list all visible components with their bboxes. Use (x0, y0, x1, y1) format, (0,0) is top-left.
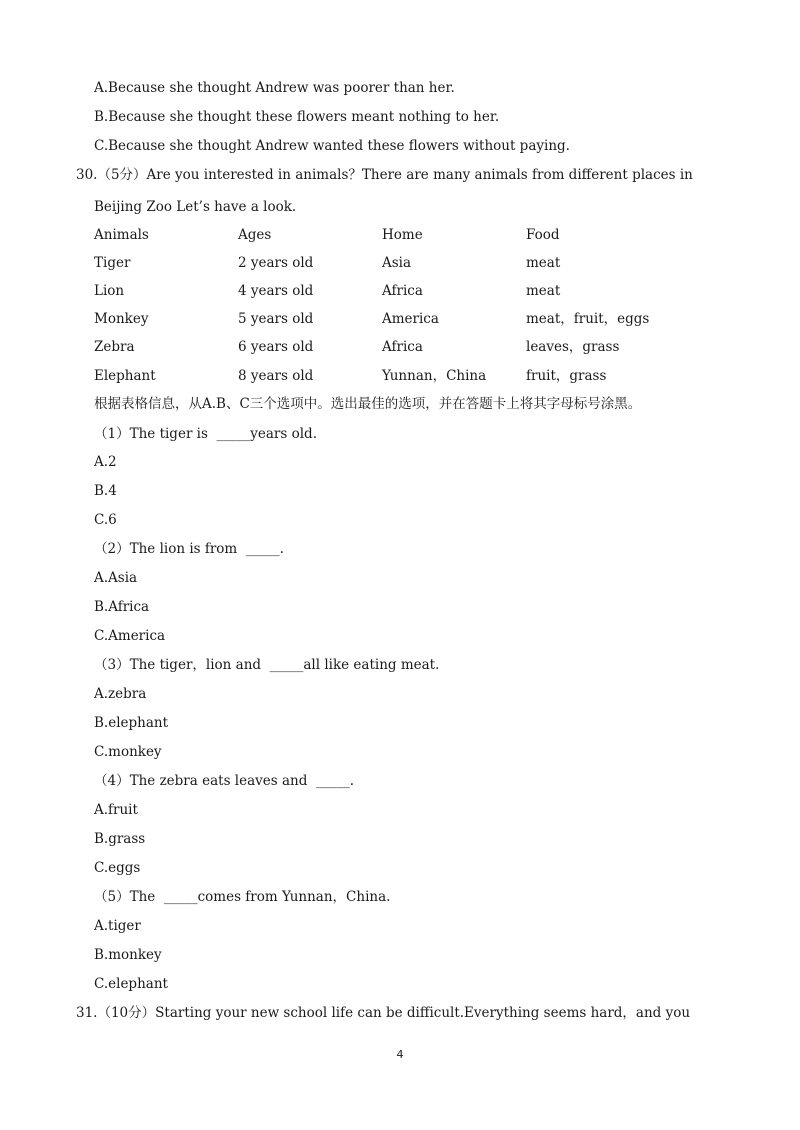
table-cell: 8 years old (238, 368, 314, 384)
option-text: B.monkey (94, 947, 162, 963)
subquestion-stem: （2）The lion is from _____. (94, 541, 284, 557)
option-text: A.Because she thought Andrew was poorer than her. (94, 80, 455, 96)
page-number: 4 (396, 1048, 404, 1061)
question-30-intro-cont: Beijing Zoo Let’s have a look. (94, 199, 297, 215)
table-cell: leaves，grass (526, 339, 620, 355)
option-text: C.Because she thought Andrew wanted these flowers without paying. (94, 138, 570, 154)
option-text: C.monkey (94, 744, 162, 760)
subquestion-stem: （1）The tiger is _____years old. (94, 426, 317, 442)
subquestion-stem: （5）The _____comes from Yunnan，China. (94, 889, 391, 905)
table-cell: Zebra (94, 339, 135, 355)
subquestion-stem: （4）The zebra eats leaves and _____. (94, 773, 354, 789)
table-cell: Tiger (94, 255, 131, 271)
subquestion-stem: （3）The tiger，lion and _____all like eating meat. (94, 657, 440, 673)
option-text: B.Africa (94, 599, 150, 615)
option-text: B.elephant (94, 715, 169, 731)
option-text: B.grass (94, 831, 146, 847)
table-header: Food (526, 227, 560, 243)
table-cell: Monkey (94, 311, 149, 327)
instruction-text: 根据表格信息，从A.B、C三个选项中。选出最佳的选项，并在答题卡上将其字母标号涂黑。 (94, 396, 642, 412)
table-cell: Lion (94, 283, 125, 299)
table-cell: America (382, 311, 439, 327)
option-text: A.fruit (94, 802, 138, 818)
option-text: A.Asia (94, 570, 138, 586)
option-text: A.2 (94, 454, 117, 470)
option-text: A.zebra (94, 686, 147, 702)
option-text: B.Because she thought these flowers meant nothing to her. (94, 109, 500, 125)
table-header: Home (382, 227, 423, 243)
option-text: C.6 (94, 512, 117, 528)
option-text: B.4 (94, 483, 117, 499)
table-header: Ages (238, 227, 272, 243)
table-cell: 5 years old (238, 311, 314, 327)
option-text: A.tiger (94, 918, 141, 934)
table-cell: Asia (382, 255, 412, 271)
table-cell: 4 years old (238, 283, 314, 299)
table-header: Animals (94, 227, 149, 243)
option-text: C.elephant (94, 976, 168, 992)
question-30-intro: 30.（5分）Are you interested in animals？There are many animals from different places in (76, 167, 693, 183)
table-cell: fruit，grass (526, 368, 607, 384)
table-cell: Africa (382, 283, 423, 299)
table-cell: meat (526, 283, 561, 299)
table-cell: 2 years old (238, 255, 314, 271)
table-cell: Africa (382, 339, 423, 355)
table-cell: meat (526, 255, 561, 271)
table-cell: 6 years old (238, 339, 314, 355)
option-text: C.eggs (94, 860, 141, 876)
table-cell: Yunnan，China (382, 368, 487, 384)
question-31-intro: 31.（10分）Starting your new school life can be difficult.Everything seems hard，and you (76, 1005, 691, 1021)
table-cell: Elephant (94, 368, 156, 384)
option-text: C.America (94, 628, 166, 644)
table-cell: meat，fruit，eggs (526, 311, 650, 327)
